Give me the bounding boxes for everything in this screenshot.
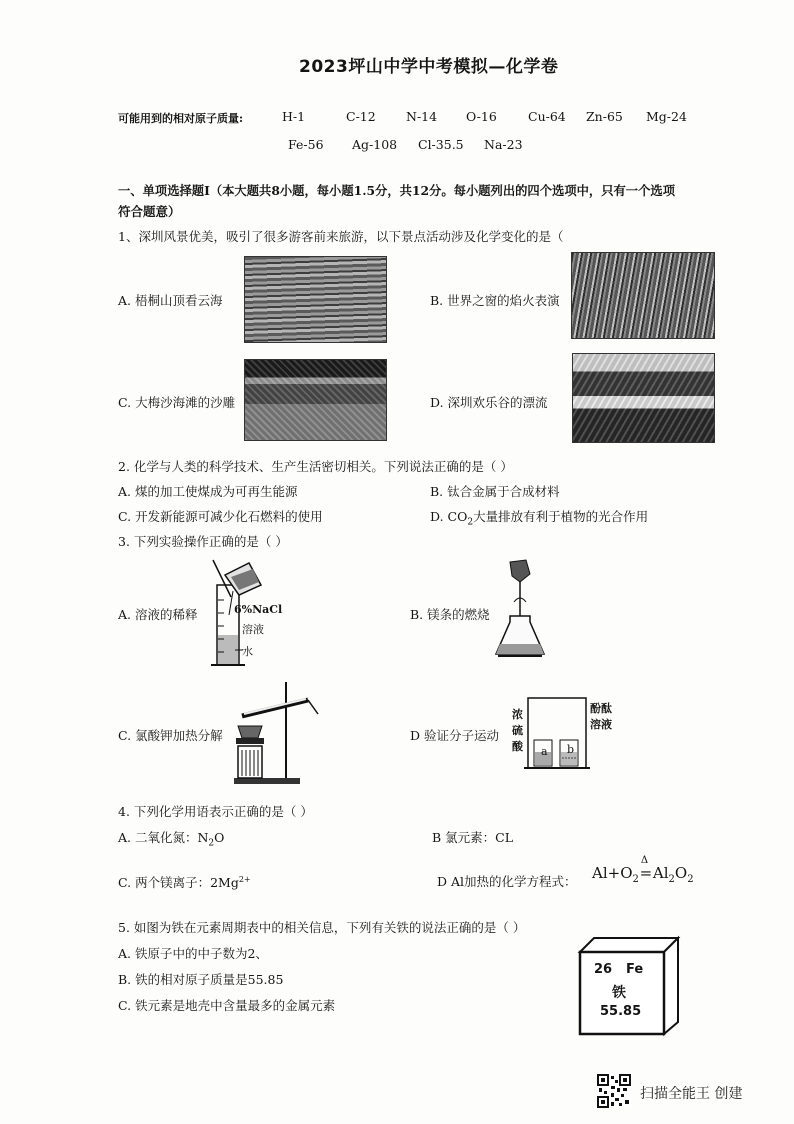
beaker-a-label: a bbox=[541, 745, 548, 758]
mass-item: Cl-35.5 bbox=[418, 137, 464, 152]
page-title: 2023坪山中学中考模拟—化学卷 bbox=[299, 57, 559, 77]
rafting-photo bbox=[572, 353, 715, 443]
mass-item: O-16 bbox=[466, 109, 497, 124]
heating-diagram bbox=[228, 680, 324, 788]
atomic-mass: 55.85 bbox=[600, 1004, 642, 1019]
q2-option-d: D. $CO_2$大量排放有利于植物的光合作用 bbox=[430, 509, 649, 528]
mass-item: Ag-108 bbox=[352, 137, 398, 152]
mass-item: Cu-64 bbox=[528, 109, 566, 124]
q4-option-d: D Al加热的化学方程式： bbox=[437, 874, 577, 889]
question-4-stem: 4. 下列化学用语表示正确的是（ ） bbox=[118, 804, 313, 819]
q3-option-b: B. 镁条的燃烧 bbox=[410, 607, 490, 622]
q5-option-b: B. 铁的相对原子质量是55.85 bbox=[118, 972, 284, 987]
fireworks-photo bbox=[571, 252, 715, 339]
water-label: 水 bbox=[242, 645, 253, 658]
question-2-stem: 2. 化学与人类的科学技术、生产生活密切相关。下列说法正确的是（ ） bbox=[118, 459, 513, 474]
mass-item: H-1 bbox=[282, 109, 306, 124]
q1-option-d: D. 深圳欢乐谷的漂流 bbox=[430, 395, 548, 410]
q4-option-b: B 氯元素：CL bbox=[432, 830, 514, 845]
section-heading: 一、单项选择题I（本大题共8小题，每小题1.5分，共12分。每小题列出的四个选项中，只有一个选项 bbox=[118, 183, 675, 198]
q1-option-a: A. 梧桐山顶看云海 bbox=[118, 293, 223, 308]
qr-code-icon bbox=[597, 1074, 631, 1108]
q4-equation: $Al+O_2$ Δ $=Al_2O_2$ bbox=[592, 855, 694, 885]
nacl-label: 6%NaCl bbox=[234, 603, 283, 616]
q3-option-a: A. 溶液的稀释 bbox=[118, 607, 198, 622]
section-heading-cont: 符合题意） bbox=[118, 204, 181, 219]
conc-acid-label-3: 酸 bbox=[512, 740, 523, 753]
mass-item: C-12 bbox=[346, 109, 376, 124]
q2-option-c: C. 开发新能源可减少化石燃料的使用 bbox=[118, 509, 323, 524]
cloud-sea-photo bbox=[244, 256, 387, 343]
q1-option-c: C. 大梅沙海滩的沙雕 bbox=[118, 395, 236, 410]
q5-option-a: A. 铁原子中的中子数为2、 bbox=[118, 946, 268, 961]
q4-option-c: C. 两个镁离子：$2Mg^{2+}$ bbox=[118, 874, 251, 890]
iron-element-cube bbox=[576, 934, 682, 1038]
atomic-mass-label: 可能用到的相对原子质量: bbox=[118, 112, 244, 125]
molecular-motion-diagram bbox=[524, 692, 590, 774]
mass-item: Na-23 bbox=[484, 137, 523, 152]
element-name: 铁 bbox=[612, 985, 626, 1001]
q2-option-b: B. 钛合金属于合成材料 bbox=[430, 484, 560, 499]
question-5-stem: 5. 如图为铁在元素周期表中的相关信息，下列有关铁的说法正确的是（ ） bbox=[118, 920, 526, 935]
phenolphthalein-label-1: 酚酞 bbox=[590, 702, 612, 715]
q4-option-a: A. 二氧化氮：$N_2O$ bbox=[118, 830, 225, 849]
solution-label: 溶液 bbox=[242, 623, 264, 636]
q2-option-a: A. 煤的加工使煤成为可再生能源 bbox=[118, 484, 298, 499]
mass-item: Fe-56 bbox=[288, 137, 324, 152]
q3-option-c: C. 氯酸钾加热分解 bbox=[118, 728, 223, 743]
phenolphthalein-label-2: 溶液 bbox=[590, 718, 612, 731]
magnesium-burning-diagram bbox=[490, 558, 550, 668]
conc-acid-label-2: 硫 bbox=[512, 724, 523, 737]
q5-option-c: C. 铁元素是地壳中含量最多的金属元素 bbox=[118, 998, 336, 1013]
mass-item: N-14 bbox=[406, 109, 438, 124]
q1-option-b: B. 世界之窗的焰火表演 bbox=[430, 293, 560, 308]
mass-item: Zn-65 bbox=[586, 109, 623, 124]
beaker-b-label: b bbox=[567, 743, 575, 756]
question-1-stem: 1、深圳风景优美，吸引了很多游客前来旅游，以下景点活动涉及化学变化的是（ bbox=[118, 229, 564, 244]
mass-item: Mg-24 bbox=[646, 109, 687, 124]
q3-option-d: D 验证分子运动 bbox=[410, 728, 499, 743]
conc-acid-label-1: 浓 bbox=[512, 708, 523, 721]
scanner-watermark: 扫描全能王 创建 bbox=[640, 1086, 743, 1102]
sand-sculpture-photo bbox=[244, 359, 387, 441]
element-symbol: Fe bbox=[626, 962, 644, 977]
question-3-stem: 3. 下列实验操作正确的是（ ） bbox=[118, 534, 288, 549]
atomic-number: 26 bbox=[594, 962, 613, 977]
